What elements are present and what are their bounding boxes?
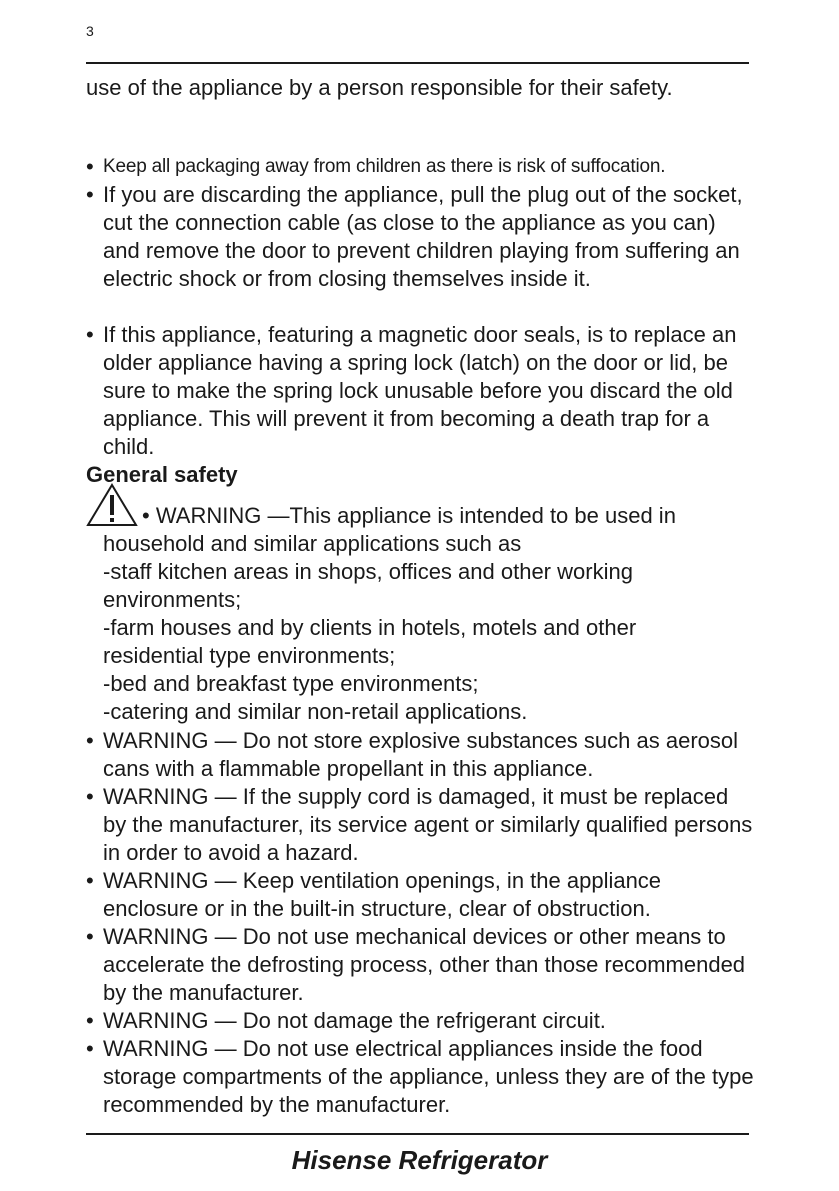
warning-text: WARNING — If the supply cord is damaged, it must be replaced by the manufacturer, its service agent or similarly qualified persons in order to avoid a hazard. bbox=[103, 784, 753, 865]
bullet-item-discarding bbox=[86, 181, 754, 293]
general-warning-line: household and similar applications such as bbox=[103, 531, 522, 556]
general-warning-line: -bed and breakfast type environments; bbox=[103, 671, 479, 696]
bullet-text: If this appliance, featuring a magnetic door seals, is to replace an older appliance having a spring lock (latch) on the door or lid, be sure to make the spring lock unusable before you discard the old appliance. This will prevent it from becoming a death trap for a child. bbox=[103, 322, 737, 459]
warning-item-ventilation bbox=[86, 867, 754, 923]
bullet-text: Keep all packaging away from children as there is risk of suffocation. bbox=[103, 156, 666, 177]
bottom-divider bbox=[86, 1133, 749, 1135]
general-warning-line: environments; bbox=[103, 587, 242, 612]
warning-item-supply-cord bbox=[86, 783, 754, 867]
warning-item-explosive bbox=[86, 727, 754, 783]
lead-text: use of the appliance by a person responsible for their safety. bbox=[86, 75, 673, 100]
bullet-icon: • bbox=[86, 728, 94, 753]
warning-text: WARNING — Do not use electrical appliances inside the food storage compartments of the appliance, unless they are of the type recommended by the manufacturer. bbox=[103, 1036, 754, 1117]
bullet-text: If you are discarding the appliance, pull the plug out of the socket, cut the connection cable (as close to the appliance as you can) and remove the door to prevent children playing from suffering an electric shock or from closing themselves inside it. bbox=[103, 182, 743, 291]
bullet-icon: • bbox=[86, 182, 94, 207]
bullet-icon: • bbox=[86, 154, 94, 179]
general-warning-line: -catering and similar non-retail applications. bbox=[103, 699, 528, 724]
warning-item-refrigerant bbox=[86, 1007, 754, 1035]
warning-text: WARNING — Do not store explosive substances such as aerosol cans with a flammable propellant in this appliance. bbox=[103, 728, 739, 781]
bullet-icon: • bbox=[86, 924, 94, 949]
general-warning-first-text: WARNING —This appliance is intended to be used in bbox=[155, 503, 676, 528]
warning-triangle-icon bbox=[86, 482, 138, 528]
warning-text: WARNING — Keep ventilation openings, in the appliance enclosure or in the built-in structure, clear of obstruction. bbox=[103, 868, 662, 921]
bullet-icon: • bbox=[86, 784, 94, 809]
section-heading: General safety bbox=[86, 462, 238, 487]
bullet-icon: • bbox=[86, 1008, 94, 1033]
bullet-item-spring-lock bbox=[86, 321, 754, 461]
bullet-icon: • bbox=[86, 868, 94, 893]
general-warning-line: -farm houses and by clients in hotels, motels and other bbox=[103, 615, 637, 640]
bullet-icon: • bbox=[142, 503, 150, 528]
top-divider bbox=[86, 62, 749, 64]
general-warning-line: residential type environments; bbox=[103, 643, 396, 668]
general-warning-first-line bbox=[142, 502, 676, 530]
page-number: 3 bbox=[86, 23, 94, 39]
general-warning-lines bbox=[103, 530, 636, 726]
warning-item-electrical bbox=[86, 1035, 754, 1119]
footer-brand: Hisense Refrigerator bbox=[291, 1145, 548, 1175]
general-warning-line: -staff kitchen areas in shops, offices and other working bbox=[103, 559, 633, 584]
warning-text: WARNING — Do not use mechanical devices or other means to accelerate the defrosting process, other than those recommended by the manufacturer. bbox=[103, 924, 746, 1005]
warning-item-defrosting bbox=[86, 923, 754, 1007]
bullet-icon: • bbox=[86, 322, 94, 347]
warning-text: WARNING — Do not damage the refrigerant circuit. bbox=[103, 1008, 606, 1033]
bullet-icon: • bbox=[86, 1036, 94, 1061]
bullet-item-packaging bbox=[86, 153, 754, 181]
